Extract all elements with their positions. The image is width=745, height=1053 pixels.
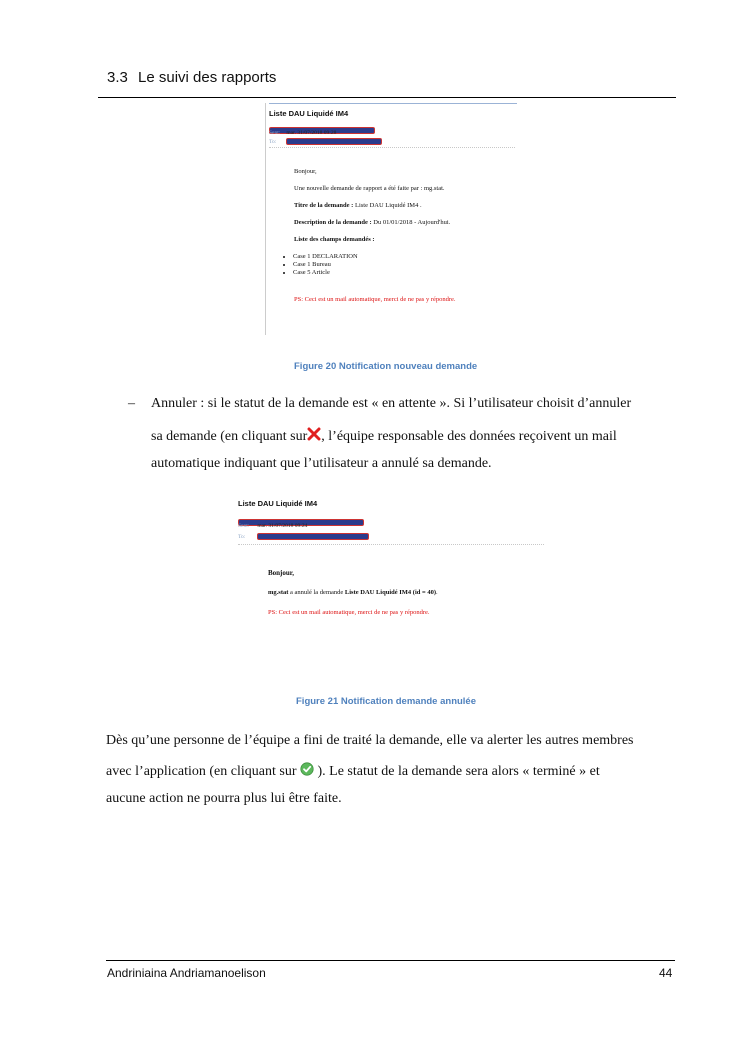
fields-heading: Liste des champs demandés : [294,236,375,243]
paragraph-line-2a: avec l’application (en cliquant sur [106,764,297,779]
new-request-line: Une nouvelle demande de rapport a été faite par : mg.stat. [294,185,445,192]
email-left-border [265,103,266,335]
figure-20-caption: Figure 20 Notification nouveau demande [294,361,478,372]
list-item: • Case 5 Article [293,269,358,277]
bullet-line-2 [151,424,617,450]
to-label: To: [269,138,277,145]
figure-21-caption: Figure 21 Notification demande annulée [296,696,477,707]
close-icon [307,425,321,439]
desc-label: Description de la demande : [294,219,372,226]
fields-list [283,253,358,277]
request-title-line [294,201,422,210]
sent-row [238,523,307,529]
bullet-line-3: automatique indiquant que l’utilisateur a annulé sa demande. [151,456,492,471]
email-subject: Liste DAU Liquidé IM4 [269,109,349,118]
section-number: 3.3 [107,69,128,86]
cancel-text: a annulé la demande [288,589,345,596]
email-top-border [269,103,517,104]
to-redacted [257,533,369,540]
page-number: 44 [659,966,673,980]
user-name: mg.stat [268,589,289,596]
list-item: • Case 1 Bureau [293,261,358,269]
check-circle-icon [300,760,314,774]
bullet-line-1: Annuler : si le statut de la demande est « en attente ». Si l’utilisateur choisit d’annuler [151,396,632,411]
list-item: • Case 1 DECLARATION [293,253,358,261]
sent-value: mar. 31/07/2018 09:24 [257,523,308,529]
section-heading [107,69,276,86]
header-separator [269,147,515,148]
sent-row [269,130,336,136]
email-subject: Liste DAU Liquidé IM4 [238,499,318,508]
header-rule [98,97,676,98]
ps-note: PS: Ceci est un mail automatique, merci de ne pas y répondre. [268,609,430,616]
paragraph-line-2 [106,759,600,785]
to-row [269,138,382,145]
to-label: To: [238,533,246,540]
header-separator [238,544,544,545]
ps-note: PS: Ceci est un mail automatique, merci de ne pas y répondre. [294,296,456,303]
title-value: Liste DAU Liquidé IM4 . [354,202,422,209]
footer-author: Andriniaina Andriamanoelison [107,966,266,980]
figure-20-email [265,103,517,335]
bullet-line-2b: , l’équipe responsable des données reçoivent un mail [321,429,617,444]
footer-rule [106,960,675,961]
cancel-line: mg.stat a annulé la demande Liste DAU Liquidé IM4 (id = 40). [268,589,438,596]
paragraph-line-1: Dès qu’une personne de l’équipe a fini de traité la demande, elle va alerter les autres membres [106,733,634,748]
request-description-line [294,218,450,227]
figure-21-email [236,497,544,629]
to-row [238,533,369,540]
sent-label: Sent: [238,523,250,529]
paragraph-line-3: aucune action ne pourra plus lui être faite. [106,791,342,806]
sent-value: mar. 31/07/2018 09:28 [286,130,337,136]
section-title: Le suivi des rapports [138,69,277,86]
request-name: Liste DAU Liquidé IM4 (id = 40) [344,589,437,596]
desc-value: Du 01/01/2018 - Aujourd'hui. [373,219,451,226]
greeting: Bonjour, [294,168,317,175]
paragraph-line-2b: ). Le statut de la demande sera alors « terminé » et [317,764,600,779]
bullet-dash: – [128,396,135,411]
bullet-line-2a: sa demande (en cliquant sur [151,429,308,444]
sent-label: Sent: [269,130,281,136]
to-redacted [286,138,382,145]
title-label: Titre de la demande : [294,202,354,209]
greeting: Bonjour, [268,569,295,577]
